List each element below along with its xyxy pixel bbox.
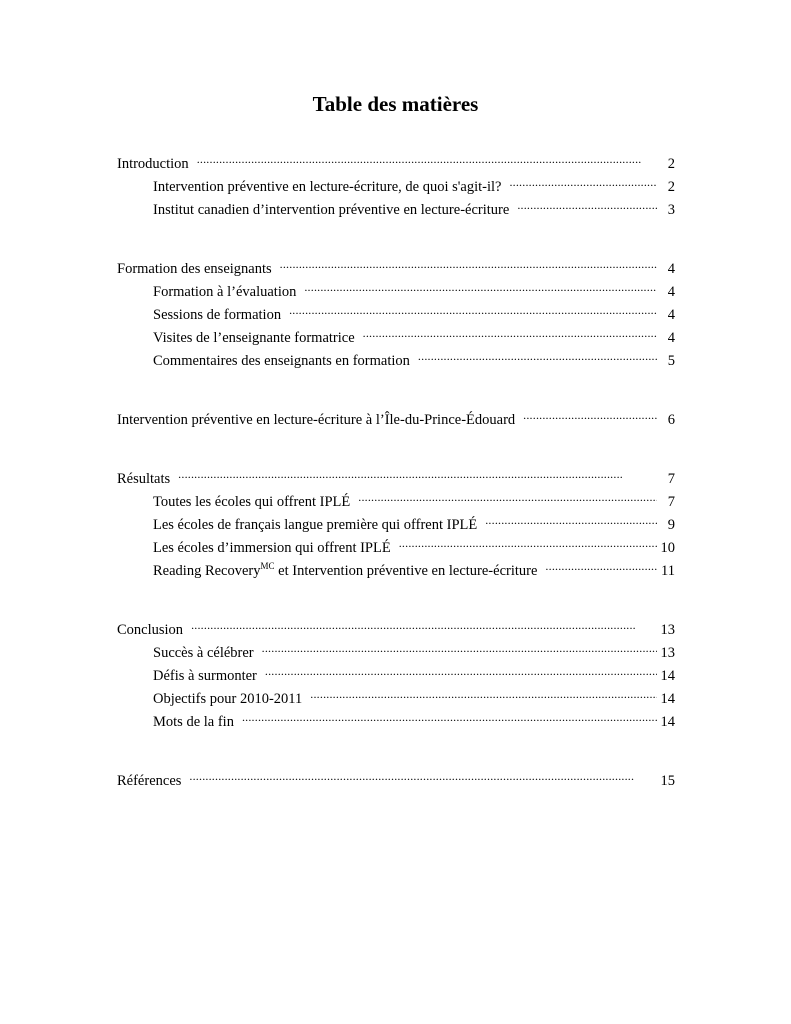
toc-subentry[interactable]: [117, 685, 675, 708]
dot-leader: [418, 347, 657, 365]
toc-subentry[interactable]: [117, 511, 675, 534]
toc-section-references: [117, 767, 675, 790]
toc-page-number: 4: [667, 307, 675, 323]
toc-subentry[interactable]: [117, 534, 675, 557]
toc-subentry[interactable]: [117, 708, 675, 731]
toc-entry[interactable]: [117, 616, 675, 639]
toc-subentry[interactable]: [117, 488, 675, 511]
dot-leader: [242, 708, 657, 726]
toc-entry-label: Les écoles d’immersion qui offrent IPLÉ: [153, 540, 391, 556]
toc-subentry[interactable]: [117, 173, 675, 196]
dot-leader: [399, 534, 657, 552]
toc-section-resultats: [117, 465, 675, 580]
reading-recovery-suffix: et Intervention préventive en lecture-écriture: [274, 563, 538, 579]
toc-page-number: 14: [660, 668, 675, 684]
dot-leader: [280, 255, 657, 273]
trademark-superscript: MC: [260, 561, 275, 571]
toc-page-number: 13: [660, 622, 675, 638]
toc-subentry[interactable]: [117, 324, 675, 347]
toc-entry-label: Résultats: [117, 471, 171, 487]
dot-leader: [189, 767, 656, 785]
toc-entry-label: Mots de la fin: [153, 714, 234, 730]
toc-page-number: 10: [660, 540, 675, 556]
dot-leader: [197, 150, 657, 168]
toc-entry-label: Introduction: [117, 156, 189, 172]
toc-entry-label: Formation à l’évaluation: [153, 284, 297, 300]
toc-page-number: 7: [667, 471, 675, 487]
toc-entry-label: Les écoles de français langue première qui offrent IPLÉ: [153, 517, 478, 533]
toc-subentry[interactable]: [117, 639, 675, 662]
toc-entry-label: [153, 562, 537, 580]
toc-page-number: 4: [667, 330, 675, 346]
dot-leader: [265, 662, 657, 680]
toc-subentry[interactable]: [117, 347, 675, 370]
dot-leader: [262, 639, 657, 657]
toc-entry-label: Références: [117, 773, 182, 789]
toc-page-number: 5: [667, 353, 675, 369]
toc-entry-label: Institut canadien d’intervention préventive en lecture-écriture: [153, 202, 510, 218]
toc-page-number: 14: [660, 714, 675, 730]
dot-leader: [310, 685, 656, 703]
dot-leader: [509, 173, 657, 191]
toc-entry-label: Visites de l’enseignante formatrice: [153, 330, 355, 346]
toc-entry[interactable]: [117, 406, 675, 429]
dot-leader: [304, 278, 657, 296]
toc-entry-label: Commentaires des enseignants en formation: [153, 353, 410, 369]
toc-entry[interactable]: [117, 255, 675, 278]
toc-entry-label: Intervention préventive en lecture-écriture à l’Île-du-Prince-Édouard: [117, 412, 516, 428]
toc-entry-label: Succès à célébrer: [153, 645, 254, 661]
dot-leader: [545, 557, 657, 575]
toc-page-number: 6: [667, 412, 675, 428]
dot-leader: [485, 511, 657, 529]
toc-entry-label: Formation des enseignants: [117, 261, 272, 277]
toc-entry-label: Toutes les écoles qui offrent IPLÉ: [153, 494, 351, 510]
dot-leader: [363, 324, 657, 342]
toc-subentry[interactable]: [117, 278, 675, 301]
toc-entry[interactable]: [117, 465, 675, 488]
page-title: Table des matières: [312, 92, 479, 116]
toc-page-number: 11: [661, 563, 675, 579]
toc-page-number: 13: [660, 645, 675, 661]
dot-leader: [178, 465, 657, 483]
toc-entry-label: Sessions de formation: [153, 307, 282, 323]
toc-page-number: 3: [667, 202, 675, 218]
toc-page-number: 15: [660, 773, 675, 789]
toc-entry[interactable]: [117, 150, 675, 173]
toc-subentry[interactable]: [117, 196, 675, 219]
reading-recovery-text: Reading Recovery: [153, 563, 261, 579]
dot-leader: [358, 488, 657, 506]
toc-entry[interactable]: [117, 767, 675, 790]
toc-page-number: 14: [660, 691, 675, 707]
toc-entry-label: Défis à surmonter: [153, 668, 257, 684]
toc-page-number: 4: [667, 261, 675, 277]
toc-section-formation: [117, 255, 675, 370]
toc-subentry[interactable]: [117, 557, 675, 580]
dot-leader: [191, 616, 656, 634]
toc-page-number: 7: [667, 494, 675, 510]
dot-leader: [517, 196, 657, 214]
dot-leader: [289, 301, 657, 319]
toc-page-number: 2: [667, 156, 675, 172]
toc-entry-label: Objectifs pour 2010-2011: [153, 691, 303, 707]
dot-leader: [523, 406, 657, 424]
toc-page-number: 9: [667, 517, 675, 533]
table-of-contents: [117, 150, 675, 826]
toc-entry-label: Intervention préventive en lecture-écriture, de quoi s'agit-il?: [153, 179, 502, 195]
toc-section-ipe: [117, 406, 675, 429]
toc-page-number: 4: [667, 284, 675, 300]
toc-page-number: 2: [667, 179, 675, 195]
toc-subentry[interactable]: [117, 301, 675, 324]
toc-section-introduction: [117, 150, 675, 219]
toc-subentry[interactable]: [117, 662, 675, 685]
toc-entry-label: Conclusion: [117, 622, 184, 638]
toc-section-conclusion: [117, 616, 675, 731]
